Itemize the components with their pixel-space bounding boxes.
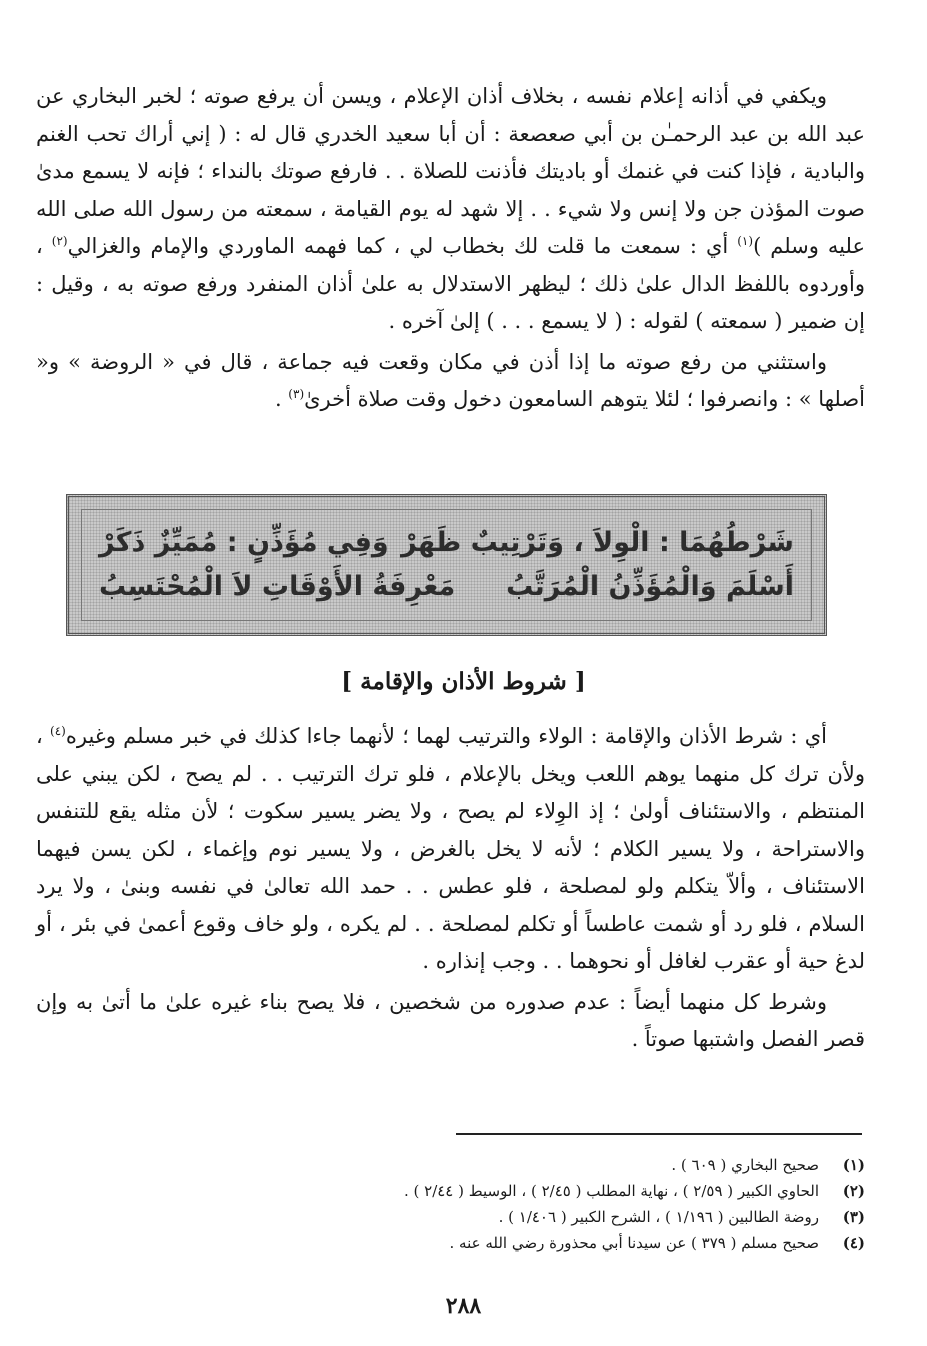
footnote-1 xyxy=(45,1152,865,1178)
footnote-separator xyxy=(456,1133,862,1135)
paragraph-1-continued: أي : سمعت ما قلت لك بخطاب لي ، كما فهمه الماوردي والإمام والغزالي xyxy=(67,234,738,258)
paragraph-2-end: . xyxy=(274,387,289,411)
paragraph-1 xyxy=(36,78,865,341)
verse-1-second-hemistich: وَفِي مُؤَذِّنٍ : مُمَيِّزٌ ذَكَرْ xyxy=(99,527,389,558)
footnote-number: (٤) xyxy=(842,1234,865,1252)
paragraph-2 xyxy=(36,344,865,419)
footnote-number: (٣) xyxy=(842,1208,865,1226)
page-number: ٢٨٨ xyxy=(445,1293,482,1319)
footnote-ref-3[interactable]: (٣) xyxy=(288,387,305,401)
paragraph-2-text: واستثني من رفع صوته ما إذا أذن في مكان وقعت فيه جماعة ، قال في « الروضة » و« أصلها » : وانصرفوا ؛ لئلا يتوهم السامعون دخول وقت صلاة أخرىٰ xyxy=(36,349,865,411)
main-text-top xyxy=(36,78,865,419)
poem-verse-2 xyxy=(99,571,794,602)
body-paragraphs-top xyxy=(36,78,865,419)
footnote-ref-2[interactable]: (٢) xyxy=(51,234,68,248)
footnotes xyxy=(45,1152,865,1256)
footnote-text: روضة الطالبين ( ١/١٩٦ ) ، الشرح الكبير ( ١/٤٠٦ ) . xyxy=(498,1208,819,1226)
footnote-text: صحيح البخاري ( ٦٠٩ ) . xyxy=(671,1156,819,1174)
footnote-text: الحاوي الكبير ( ٢/٥٩ ) ، نهاية المطلب ( ٢/٤٥ ) ، الوسيط ( ٢/٤٤ ) . xyxy=(403,1182,819,1200)
footnote-ref-4[interactable]: (٤) xyxy=(50,724,66,738)
footnote-2 xyxy=(45,1178,865,1204)
poem-verse-1 xyxy=(99,527,794,558)
paragraph-1-text: ويكفي في أذانه إعلام نفسه ، بخلاف أذان الإعلام ، ويسن أن يرفع صوته ؛ لخبر البخاري عن عبد الله بن عبد الرحمـٰن بن أبي صعصعة : أن أبا سعيد الخدري قال له : ( إني أراك تحب الغنم والبادية ، فإذا كنت في غنمك أو باديتك فأذنت للصلاة . . فارفع صوتك بالنداء ؛ فإنه لا يسمع مدىٰ صوت المؤذن جن ولا إنس ولا شيء . . إلا شهد له يوم القيامة ، سمعته من رسول الله صلى الله عليه وسلم ) xyxy=(36,84,866,258)
verse-1-first-hemistich: شَرْطُهُمَا : الْوِلاَ ، وَتَرْتِيبٌ ظَهَرْ xyxy=(401,527,794,558)
paragraph-4: وشرط كل منهما أيضاً : عدم صدوره من شخصين ، فلا يصح بناء غيره علىٰ ما أتىٰ به وإن قصر الفصل واشتبها صوتاً . xyxy=(36,989,865,1051)
verse-2-first-hemistich: أَسْلَمَ وَالْمُؤَذِّنُ الْمُرَتَّبُ xyxy=(506,571,794,602)
poem-box xyxy=(66,494,827,636)
footnote-4 xyxy=(45,1230,865,1256)
verse-2-second-hemistich: مَعْرِفَةُ الأَوْقَاتِ لاَ الْمُحْتَسِبُ xyxy=(99,571,456,602)
footnote-number: (١) xyxy=(842,1156,865,1174)
footnote-3 xyxy=(45,1204,865,1230)
body-paragraphs-bottom xyxy=(36,718,865,1059)
poem-frame xyxy=(81,509,812,621)
paragraph-1-end: ، وأوردوه باللفظ الدال علىٰ ذلك ؛ ليظهر الاستدلال به علىٰ أذان المنفرد ورفع صوته به ، وقيل : إن ضمير ( سمعته ) لقوله : ( لا يسمع . . . ) إلىٰ آخره . xyxy=(36,234,865,333)
footnote-ref-1[interactable]: (١) xyxy=(737,234,754,248)
section-heading: [ شروط الأذان والإقامة ] xyxy=(341,668,586,695)
paragraph-3 xyxy=(36,718,865,981)
paragraph-3-continued: ، ولأن ترك كل منهما يوهم اللعب ويخل بالإعلام ، فلو ترك الترتيب . . لم يصح ، لكن يبني على المنتظم ، والاستئناف أولىٰ ؛ إذ الوِلاء لم يصح ، ولا يضر يسير سكوت ؛ لأن مثله يقع للتنفس والاستراحة ، ولا يسير الكلام ؛ لأنه لا يخل بالغرض ، ولا يسير نوم وإغماء ، لكن يسن فيهما الاستئناف ، وألاّ يتكلم ولو لمصلحة ، فلو عطس . . حمد الله تعالىٰ في نفسه وبنىٰ ، ولا يرد السلام ، فلو رد أو شمت عاطساً أو تكلم لمصلحة . . لم يكره ، ولو خاف وقوع أعمىٰ في بئر ، أو لدغ حية أو عقرب لغافل أو نحوهما . . وجب إنذاره . xyxy=(36,724,865,973)
footnote-text: صحيح مسلم ( ٣٧٩ ) عن سيدنا أبي محذورة رضي الله عنه . xyxy=(449,1234,819,1252)
paragraph-3-text: أي : شرط الأذان والإقامة : الولاء والترتيب لهما ؛ لأنهما جاءا كذلك في خبر مسلم وغيره xyxy=(65,724,828,748)
main-text-bottom xyxy=(36,718,865,1059)
footnote-number: (٢) xyxy=(842,1182,865,1200)
